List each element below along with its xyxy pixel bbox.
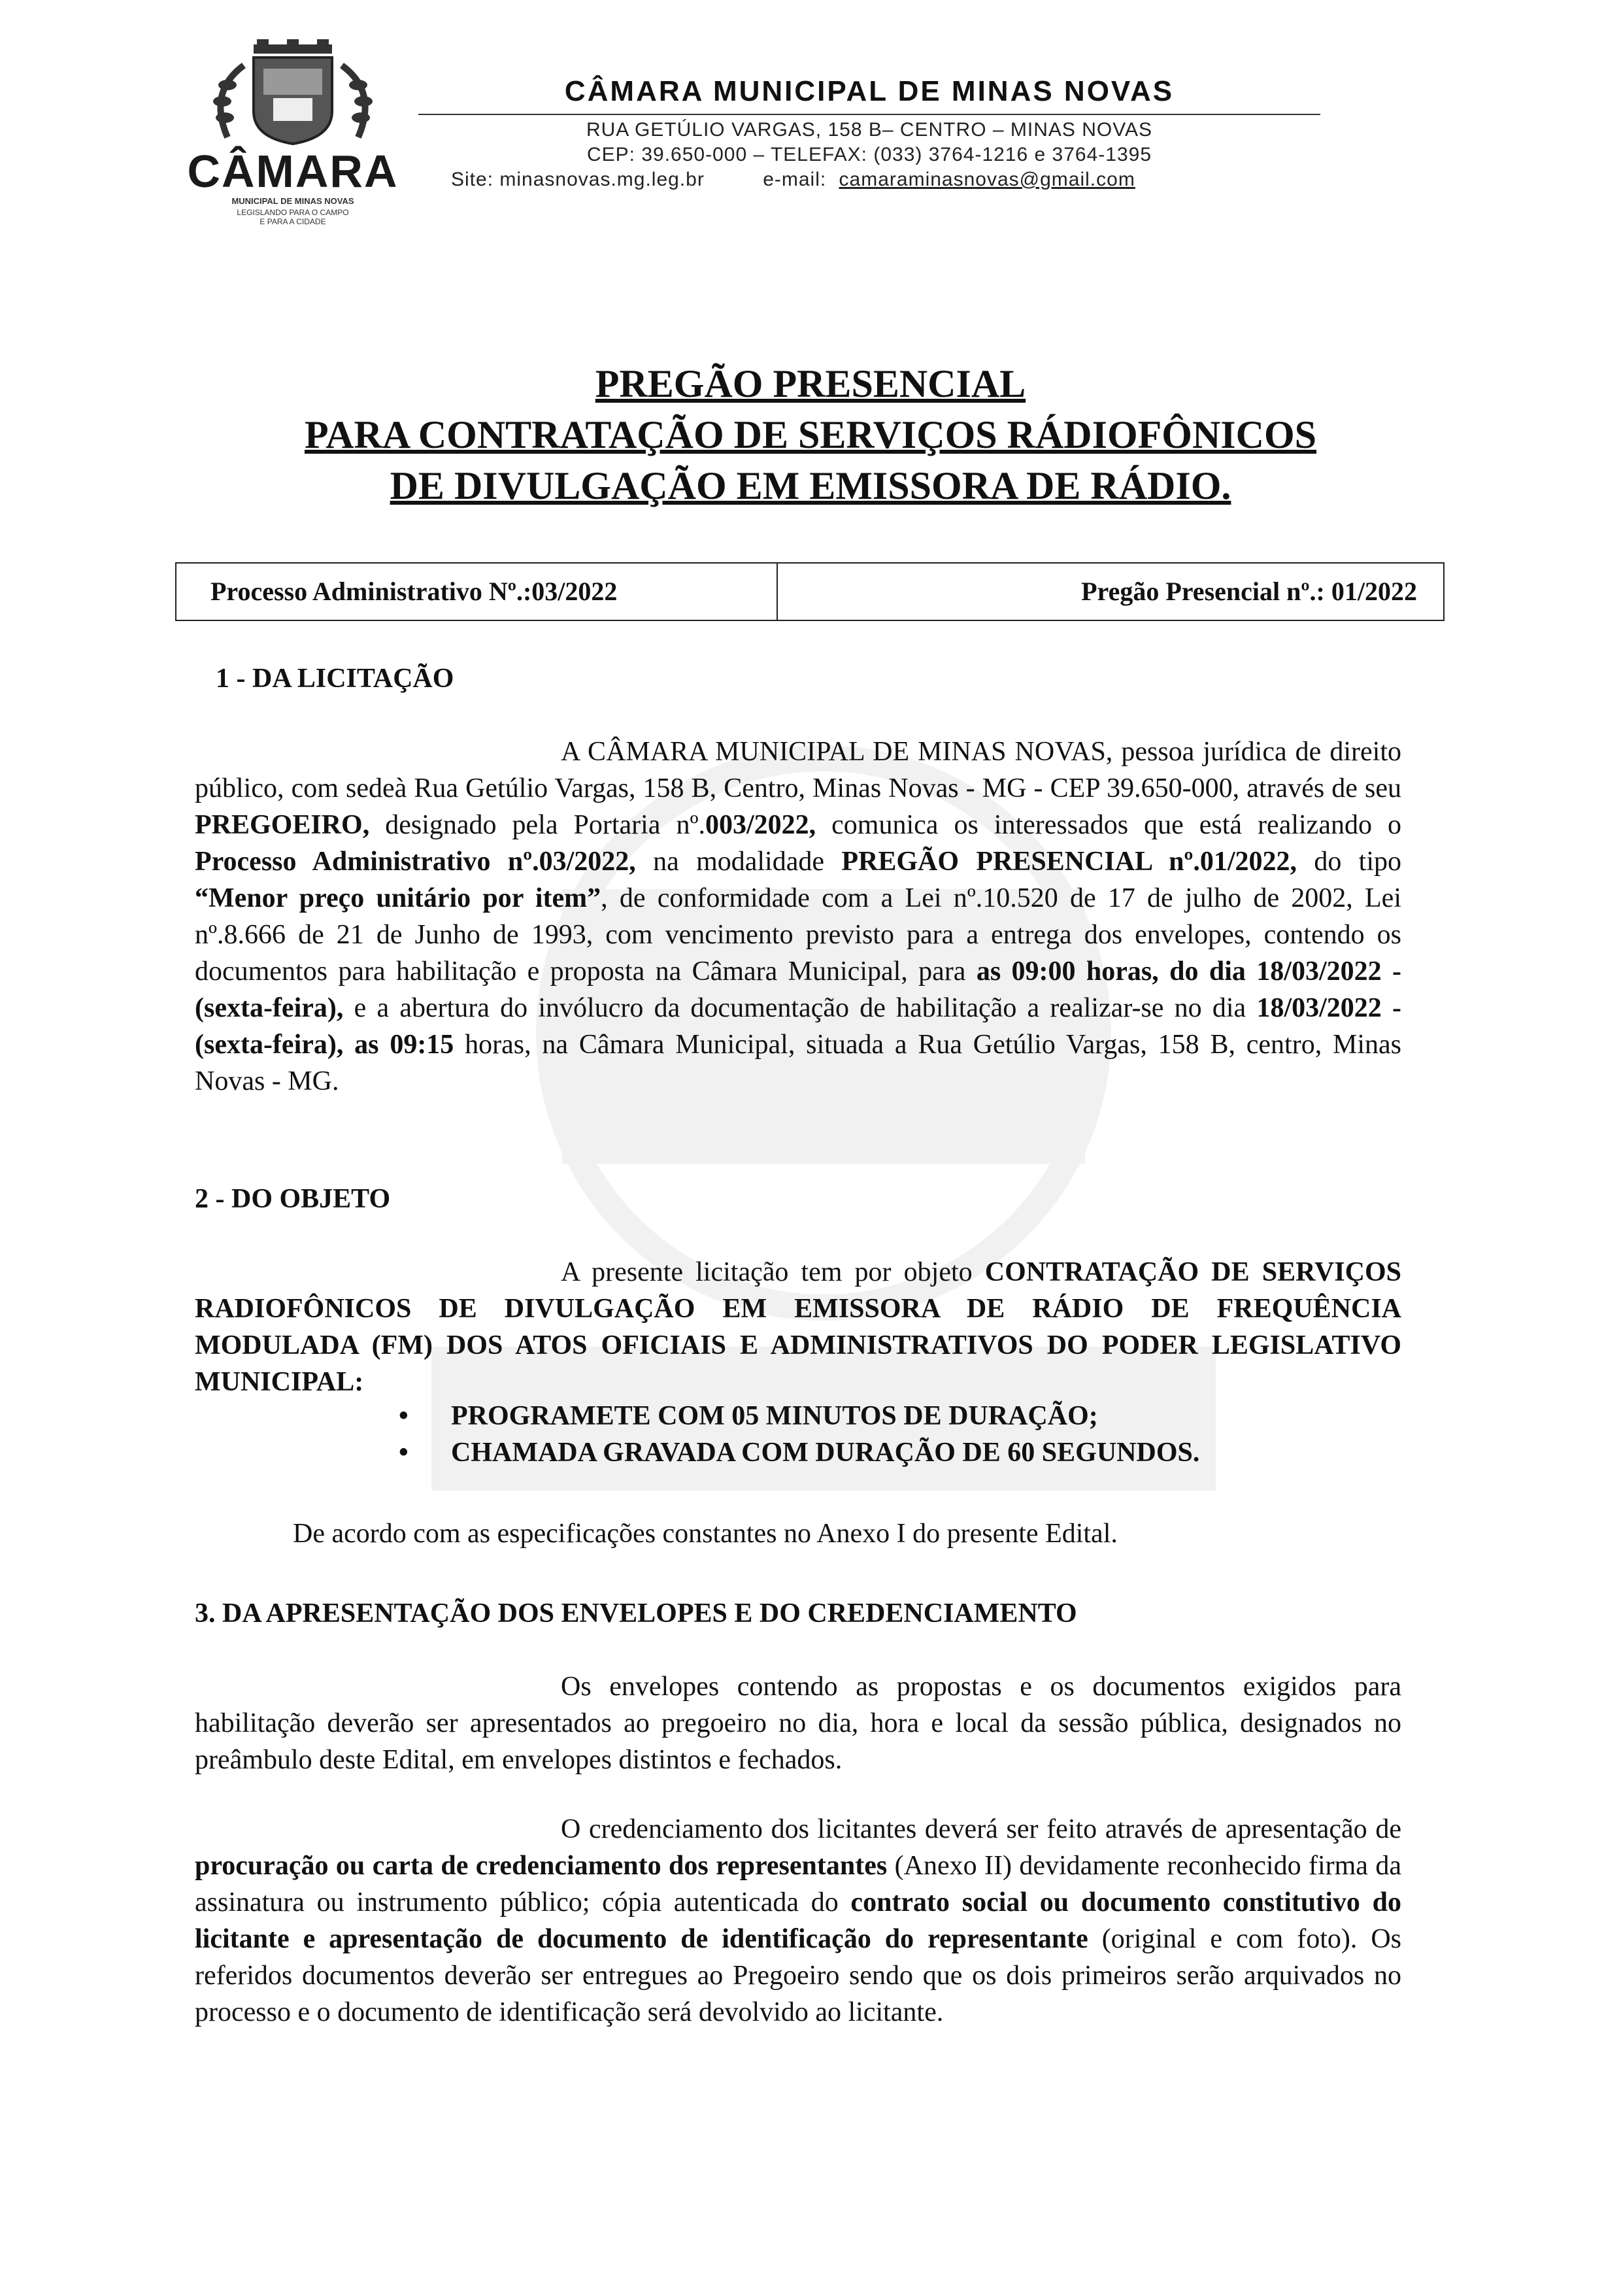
s1-bold-2: 003/2022,: [705, 810, 816, 840]
s1-text-8: horas, na Câmara Municipal, situada a Rua Getúlio Vargas, 158 B, centro, Minas Novas - MG.: [195, 1030, 1402, 1096]
s3-text-1: O credenciamento dos licitantes deverá ser feito através de apresentação de: [561, 1814, 1401, 1844]
coat-of-arms-icon: [182, 39, 404, 147]
process-number-cell: Processo Administrativo Nº.:03/2022: [176, 564, 778, 620]
letterhead-cep-phone: CEP: 39.650-000 – TELEFAX: (033) 3764-1216 e 3764-1395: [586, 144, 1152, 165]
s1-text-4: na modalidade: [635, 847, 842, 877]
title-line-3: DE DIVULGAÇÃO EM EMISSORA DE RÁDIO.: [390, 464, 1231, 507]
document-title: [196, 358, 1425, 511]
s2-bold-1: CONTRATAÇÃO DE SERVIÇOS RADIOFÔNICOS DE DIVULGAÇÃO EM EMISSORA DE RÁDIO DE FREQUÊNCIA MODULADA (FM) DOS ATOS OFICIAIS E ADMINISTRATIVOS DO PODER LEGISLATIVO MUNICIPAL:: [195, 1257, 1401, 1397]
s3-text-2: (Anexo II) devidamente reconhecido firma da assinatura ou instrumento público; cópia autenticada do: [195, 1851, 1402, 1917]
s1-text-6: , de conformidade com a Lei nº.10.520 de 17 de julho de 2002, Lei nº.8.666 de 21 de Junho de 1993, com vencimento previsto para a entrega dos envelopes, contendo os documentos para habilitação e proposta na Câmara Municipal, para: [195, 883, 1401, 987]
pregao-number-cell: Pregão Presencial nº.: 01/2022: [1081, 577, 1417, 606]
s1-bold-3: Processo Administrativo nº.03/2022,: [195, 847, 636, 877]
s1-bold-6: as 09:00 horas, do dia 18/03/2022 - (sexta-feira),: [195, 956, 1401, 1023]
camara-logo: [182, 39, 404, 229]
s1-bold-4: PREGÃO PRESENCIAL nº.01/2022,: [841, 847, 1297, 877]
section-1-heading: 1 - DA LICITAÇÃO: [216, 664, 454, 694]
logo-subtitle: MUNICIPAL DE MINAS NOVAS: [231, 196, 354, 206]
s3-bold-2: contrato social ou documento constitutivo do licitante e apresentação de documento de identificação do representante: [195, 1887, 1401, 1954]
section-3-heading: 3. DA APRESENTAÇÃO DOS ENVELOPES E DO CREDENCIAMENTO: [195, 1598, 1077, 1629]
title-line-1: PREGÃO PRESENCIAL: [595, 362, 1026, 405]
s3-bold-1: procuração ou carta de credenciamento dos representantes: [195, 1851, 888, 1881]
section-3-paragraph-1: Os envelopes contendo as propostas e os documentos exigidos para habilitação deverão ser apresentados ao pregoeiro no dia, hora e local da sessão pública, designados no preâmbulo deste Edital, em envelopes distintos e fechados.: [195, 1672, 1401, 1775]
s1-text-3: comunica os interessados que está realizando o: [816, 810, 1401, 840]
section-3-paragraph-2: [195, 1811, 1401, 2031]
process-info-table: [175, 562, 1445, 621]
letterhead-contact: [418, 167, 1320, 192]
bullet-item: [399, 1398, 1199, 1434]
s3-text-3: (original e com foto). Os referidos documentos deverão ser entregues ao Pregoeiro sendo que os dois primeiros serão arquivados no processo e o documento de identificação será devolvido ao licitante.: [195, 1924, 1402, 2027]
section-2-heading: 2 - DO OBJETO: [195, 1184, 391, 1214]
s1-text-5: do tipo: [1297, 847, 1402, 877]
object-bullet-list: [399, 1398, 1199, 1471]
bullet-text-2: CHAMADA GRAVADA COM DURAÇÃO DE 60 SEGUNDOS.: [451, 1438, 1200, 1468]
s1-text-2: designado pela Portaria nº.: [369, 810, 705, 840]
section-1-paragraph: [195, 734, 1401, 1100]
title-line-2: PARA CONTRATAÇÃO DE SERVIÇOS RÁDIOFÔNICOS: [304, 413, 1317, 456]
annex-note: De acordo com as especificações constantes no Anexo I do presente Edital.: [293, 1519, 1118, 1549]
bullet-text-1: PROGRAMETE COM 05 MINUTOS DE DURAÇÃO;: [451, 1401, 1098, 1431]
s1-text-1: A CÂMARA MUNICIPAL DE MINAS NOVAS, pessoa jurídica de direito público, com sedeà Rua Getúlio Vargas, 158 B, Centro, Minas Novas - MG - CEP 39.650-000, através de seu: [195, 737, 1401, 803]
letterhead-site: Site: minasnovas.mg.leg.br: [451, 169, 705, 190]
s1-bold-5: “Menor preço unitário por item”: [195, 883, 601, 913]
letterhead: [418, 73, 1320, 192]
logo-motto-line2: E PARA A CIDADE: [259, 217, 326, 226]
letterhead-title: CÂMARA MUNICIPAL DE MINAS NOVAS: [564, 75, 1175, 107]
s2-text-1: A presente licitação tem por objeto: [561, 1257, 985, 1287]
bullet-icon: •: [399, 1401, 409, 1431]
s1-bold-7: 18/03/2022 - (sexta-feira), as 09:15: [195, 993, 1401, 1060]
logo-wordmark: CÂMARA: [187, 146, 399, 197]
letterhead-email[interactable]: camaraminasnovas@gmail.com: [839, 169, 1135, 190]
bullet-icon: •: [399, 1438, 409, 1468]
letterhead-email-label: e-mail:: [763, 169, 827, 190]
s1-text-7: e a abertura do invólucro da documentação de habilitação a realizar-se no dia: [343, 993, 1257, 1023]
letterhead-address: RUA GETÚLIO VARGAS, 158 B– CENTRO – MINAS NOVAS: [586, 119, 1153, 141]
logo-motto-line1: LEGISLANDO PARA O CAMPO: [237, 208, 349, 217]
s1-bold-1: PREGOEIRO,: [195, 810, 370, 840]
letterhead-divider: [418, 114, 1320, 115]
section-2-paragraph: [195, 1254, 1401, 1400]
bullet-item: [399, 1434, 1199, 1471]
